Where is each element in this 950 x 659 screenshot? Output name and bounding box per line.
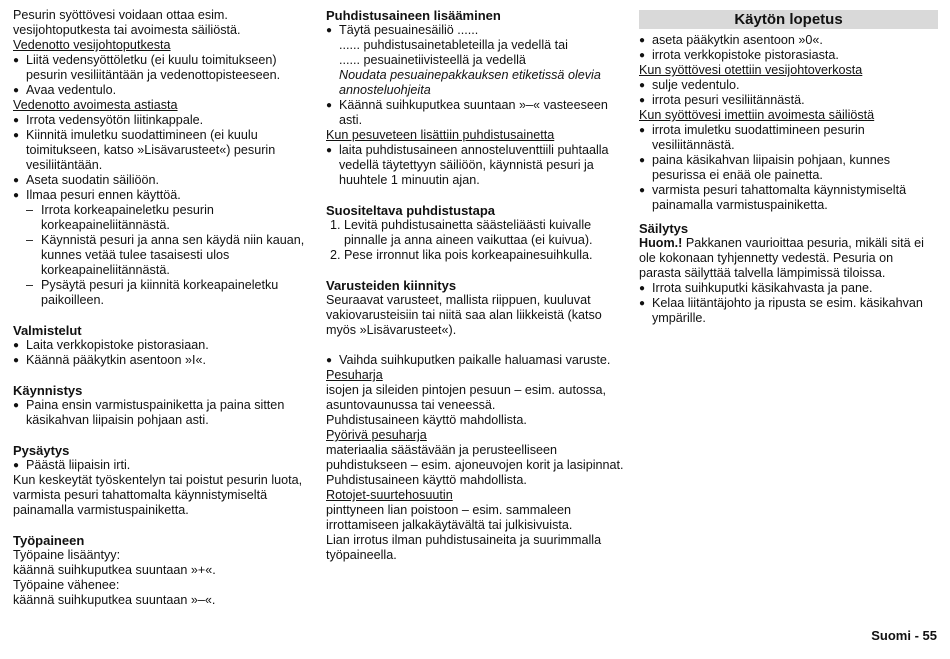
bullet-item: ● Irrota suihkuputki käsikahvasta ja pane. xyxy=(639,281,938,296)
paragraph: Seuraavat varusteet, mallista riippuen, kuuluvat vakiovarusteisiin tai niitä saa alan liikkeistä (katso myös »Lisävarusteet«). xyxy=(326,293,602,337)
text-line: ...... pesuainetiivisteellä ja vedellä xyxy=(339,53,526,67)
bullet-item: ● Liitä vedensyöttöletku (ei kuulu toimitukseen) pesurin vesiliitäntään ja vedenottopisteeseen. xyxy=(13,53,313,83)
bullet-item: ● Irrota vedensyötön liitinkappale. xyxy=(13,113,313,128)
bullet-item: ● Laita verkkopistoke pistorasiaan. xyxy=(13,338,313,353)
column-left xyxy=(13,8,313,608)
bullet-item: ● Kiinnitä imuletku suodattimineen (ei kuulu toimitukseen, katso »Lisävarusteet«) pesurin vesiliitäntään. xyxy=(13,128,313,173)
heading-storage: Säilytys xyxy=(639,221,689,236)
subheading-rotary: Pyörivä pesuharja xyxy=(326,428,427,442)
intro-text: Pesurin syöttövesi voidaan ottaa esim. vesijohtoputkesta tai avoimesta säiliöstä. xyxy=(13,8,241,37)
heading-accessories: Varusteiden kiinnitys xyxy=(326,278,457,293)
italic-note: Noudata pesuainepakkauksen etiketissä olevia annosteluohjeita xyxy=(339,68,601,97)
bullet-item: ● laita puhdistusaineen annosteluventtiili puhtaalla vedellä täytettyyn säiliöön, käynnistä pesuri ja huuhtele 1 minuutin ajan. xyxy=(326,143,626,188)
bullet-item: ● Vaihda suihkuputken paikalle haluamasi varuste. xyxy=(326,353,626,368)
bullet-item: ● Käännä pääkytkin asentoon »I«. xyxy=(13,353,313,368)
bullet-item: ● aseta pääkytkin asentoon »0«. xyxy=(639,33,938,48)
numbered-item: 2. Pese irronnut lika pois korkeapainesuihkulla. xyxy=(330,248,593,262)
subheading-tank: Vedenotto avoimesta astiasta xyxy=(13,98,178,112)
paragraph: Puhdistusaineen käyttö mahdollista. xyxy=(326,413,527,427)
paragraph: pinttyneen lian poistoon – esim. sammaleen irrottamiseen jalkakäytävältä tai julkisivuista. xyxy=(326,503,573,532)
bullet-item: ● irrota verkkopistoke pistorasiasta. xyxy=(639,48,938,63)
bullet-item: ● Täytä pesuainesäiliö ...... xyxy=(326,23,626,38)
paragraph: isojen ja sileiden pintojen pesuun – esim. autossa, asuntovaunussa tai veneessä. xyxy=(326,383,607,412)
heading-recommended: Suositeltava puhdistustapa xyxy=(326,203,496,218)
heading-detergent: Puhdistusaineen lisääminen xyxy=(326,8,501,23)
section-banner: Käytön lopetus xyxy=(639,10,938,29)
bullet-item: ● Kelaa liitäntäjohto ja ripusta se esim. käsikahvan ympärille. xyxy=(639,296,938,326)
paragraph: Kun keskeytät työskentelyn tai poistut pesurin luota, varmista pesuri tahattomalta käynnistymiseltä painamalla varmistuspainiketta. xyxy=(13,473,303,517)
bullet-item: ● Aseta suodatin säiliöön. xyxy=(13,173,313,188)
heading-pressure: Työpaineen xyxy=(13,533,85,548)
subheading-pipe: Vedenotto vesijohtoputkesta xyxy=(13,38,171,52)
subheading-turbo: Rotojet-suurtehosuutin xyxy=(326,488,453,502)
dash-item: – Irrota korkeapaineletku pesurin korkeapaineliitännästä. xyxy=(13,203,313,233)
numbered-item: 1. Levitä puhdistusainetta säästeliäästi kuivalle pinnalle ja anna aineen vaikuttaa (ei kuivua). xyxy=(330,218,593,247)
column-middle xyxy=(326,8,626,563)
heading-stop: Pysäytys xyxy=(13,443,70,458)
note-paragraph: Huom.! Pakkanen vaurioittaa pesuria, mikäli sitä ei ole kokonaan tyhjennetty vedestä. Pesuria on parasta säilyttää talvella lämpimissä tiloissa. xyxy=(639,236,924,280)
paragraph: Puhdistusaineen käyttö mahdollista. xyxy=(326,473,527,487)
text-line: käännä suihkuputkea suuntaan »+«. xyxy=(13,563,216,577)
text-line: ...... puhdistusainetableteilla ja vedellä tai xyxy=(339,38,568,52)
bullet-item: ● Paina ensin varmistuspainiketta ja paina sitten käsikahvan liipaisin pohjaan asti. xyxy=(13,398,313,428)
bullet-item: ● Avaa vedentulo. xyxy=(13,83,313,98)
text-line: Työpaine lisääntyy: xyxy=(13,548,121,562)
dash-item: – Pysäytä pesuri ja kiinnitä korkeapaineletku paikoilleen. xyxy=(13,278,313,308)
bullet-item: ● paina käsikahvan liipaisin pohjaan, kunnes pesurissa ei enää ole painetta. xyxy=(639,153,938,183)
bullet-item: ● irrota pesuri vesiliitännästä. xyxy=(639,93,938,108)
bullet-item: ● varmista pesuri tahattomalta käynnistymiseltä painamalla varmistuspainiketta. xyxy=(639,183,938,213)
bullet-item: ● Päästä liipaisin irti. xyxy=(13,458,313,473)
bullet-item: ● sulje vedentulo. xyxy=(639,78,938,93)
column-right xyxy=(639,8,938,326)
subheading-brush: Pesuharja xyxy=(326,368,383,382)
subheading-tank: Kun syöttövesi imettiin avoimesta säiliöstä xyxy=(639,108,875,122)
bullet-item: ● Käännä suihkuputkea suuntaan »–« vasteeseen asti. xyxy=(326,98,626,128)
bullet-item: ● irrota imuletku suodattimineen pesurin vesiliitännästä. xyxy=(639,123,938,153)
dash-item: – Käynnistä pesuri ja anna sen käydä niin kauan, kunnes vetää tulee tasaisesti ulos korkeapaineliitännästä. xyxy=(13,233,313,278)
text-line: käännä suihkuputkea suuntaan »–«. xyxy=(13,593,216,607)
paragraph: Lian irrotus ilman puhdistusaineita ja suurimmalla työpaineella. xyxy=(326,533,602,562)
note-label: Huom.! xyxy=(639,236,683,250)
text-line: Työpaine vähenee: xyxy=(13,578,120,592)
bullet-item: ● Ilmaa pesuri ennen käyttöä. xyxy=(13,188,313,203)
paragraph: materiaalia säästävään ja perusteelliseen puhdistukseen – esim. ajoneuvojen korit ja lasipinnat. xyxy=(326,443,624,472)
heading-preparation: Valmistelut xyxy=(13,323,82,338)
page-footer: Suomi - 55 xyxy=(871,628,937,643)
heading-start: Käynnistys xyxy=(13,383,83,398)
subheading-wash: Kun pesuveteen lisättiin puhdistusainetta xyxy=(326,128,555,142)
subheading-pipe: Kun syöttövesi otettiin vesijohtoverkosta xyxy=(639,63,863,77)
